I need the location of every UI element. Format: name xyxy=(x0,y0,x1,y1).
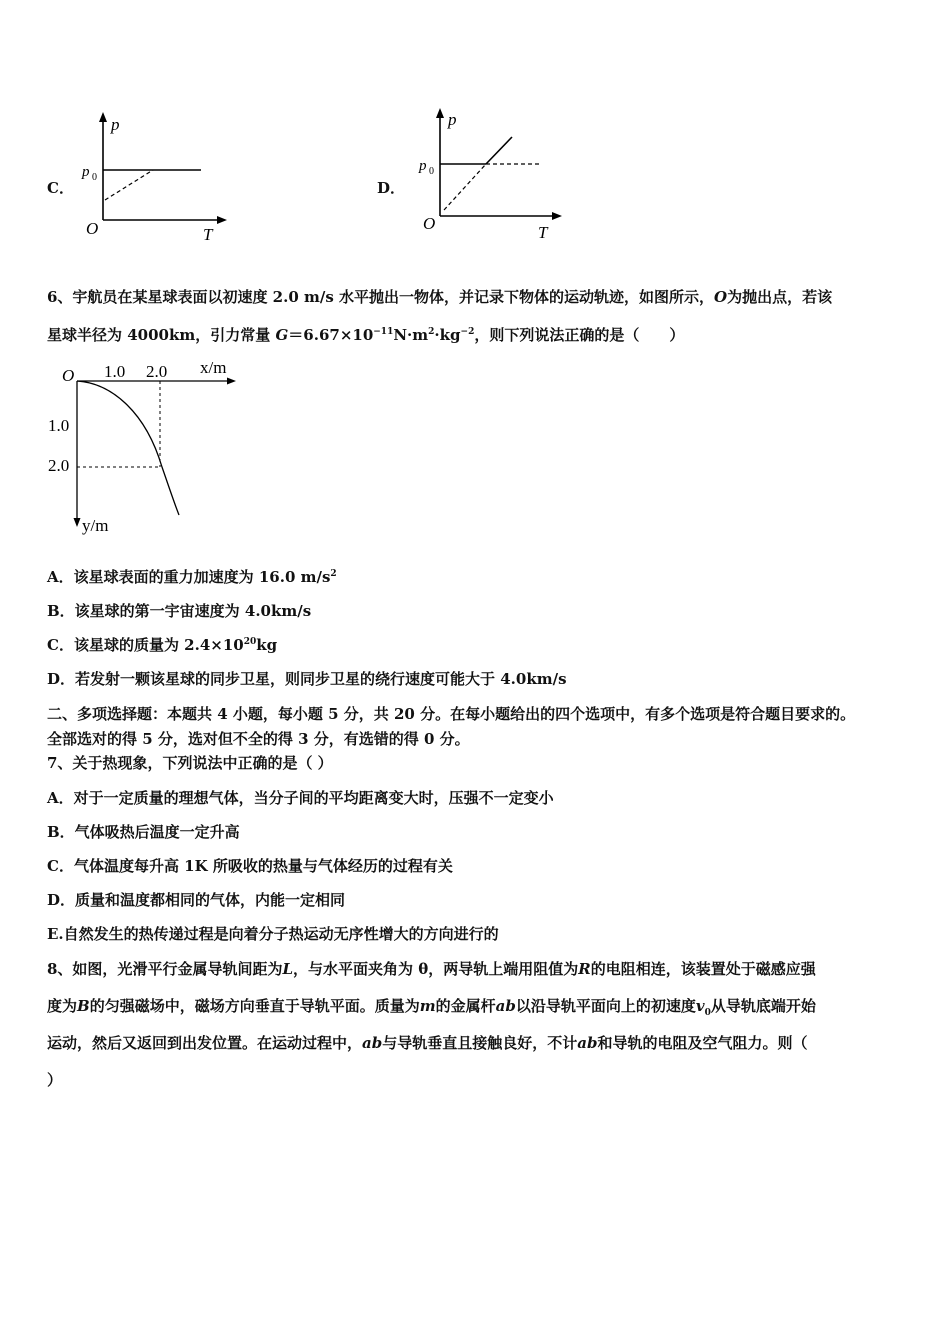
t-label: T xyxy=(538,223,548,242)
trajectory-figure xyxy=(40,355,250,540)
dashed-line xyxy=(444,164,486,210)
p-label: p xyxy=(111,115,120,134)
p-axis-arrow xyxy=(99,112,107,122)
y-tick-2: 2.0 xyxy=(48,456,70,475)
p0-label-main: p xyxy=(82,164,90,180)
y-axis-label: y/m xyxy=(82,516,109,535)
x-axis-arrow xyxy=(227,378,236,385)
q8-stem-line4: ） xyxy=(47,1071,63,1089)
q6-option-a: A．该星球表面的重力加速度为 16.0 $m/s^2$ xyxy=(47,568,337,586)
q7-stem: 7、关于热现象，下列说法中正确的是（ ） xyxy=(47,754,333,772)
q6-option-c: C．该星球的质量为 $2.4\times 10^{20}kg$ xyxy=(47,636,278,654)
q8-stem-line3: 运动，然后又返回到出发位置。在运动过程中，ab与导轨垂直且接触良好，不计ab和导轨的电阻及空气阻力。则（ xyxy=(47,1034,808,1052)
x-tick-2: 2.0 xyxy=(146,362,168,381)
option-d-graph xyxy=(412,103,572,243)
q6-stem-line2: 星球半径为 4000km，引力常量 $G=6.67\times 10^{-11}N\cdot m^2\cdot kg^{-2}$，则下列说法正确的是（ ） xyxy=(47,326,685,344)
q8-stem-line2: 度为B的匀强磁场中，磁场方向垂直于导轨平面。质量为m的金属杆ab以沿导轨平面向上的初速度$v_0$从导轨底端开始 xyxy=(47,997,816,1018)
t-axis-arrow xyxy=(552,212,562,220)
section2-header-line2: 全部选对的得 5 分，选对但不全的得 3 分，有选错的得 0 分。 xyxy=(47,730,470,748)
p0-label-main: p xyxy=(419,158,427,174)
p-axis-arrow xyxy=(436,108,444,118)
origin-label: O xyxy=(86,219,99,238)
section2-header-line1: 二、多项选择题：本题共 4 小题，每小题 5 分，共 20 分。在每小题给出的四个选项中，有多个选项是符合题目要求的。 xyxy=(47,705,856,723)
t-axis-arrow xyxy=(217,216,227,224)
origin-label: O xyxy=(62,366,75,385)
q6-stem-line1: 6、宇航员在某星球表面以初速度 2.0 m/s 水平抛出一物体，并记录下物体的运动轨迹，如图所示，O为抛出点，若该 xyxy=(47,288,833,306)
q6-option-b: B．该星球的第一宇宙速度为 4.0km/s xyxy=(47,602,312,620)
q6-option-d: D．若发射一颗该星球的同步卫星，则同步卫星的绕行速度可能大于 4.0km/s xyxy=(47,670,567,688)
trajectory-curve xyxy=(77,381,179,515)
q7-option-a: A．对于一定质量的理想气体，当分子间的平均距离变大时，压强不一定变小 xyxy=(47,789,554,807)
p0-label-sub: 0 xyxy=(429,166,434,177)
q7-option-c: C．气体温度每升高 1K 所吸收的热量与气体经历的过程有关 xyxy=(47,857,453,875)
rising-line xyxy=(486,137,512,164)
t-label: T xyxy=(203,225,213,243)
q7-option-e: E.自然发生的热传递过程是向着分子热运动无序性增大的方向进行的 xyxy=(47,925,499,943)
q8-stem-line1: 8、如图，光滑平行金属导轨间距为L，与水平面夹角为 θ，两导轨上端用阻值为R的电阻相连，该装置处于磁感应强 xyxy=(47,960,816,978)
q7-option-d: D．质量和温度都相同的气体，内能一定相同 xyxy=(47,891,346,909)
dashed-line xyxy=(105,170,153,200)
option-d-label: D． xyxy=(377,179,406,197)
option-c-graph xyxy=(75,108,235,243)
q7-option-b: B．气体吸热后温度一定升高 xyxy=(47,823,240,841)
y-tick-1: 1.0 xyxy=(48,416,70,435)
x-axis-label: x/m xyxy=(200,358,227,377)
x-tick-1: 1.0 xyxy=(104,362,126,381)
p0-label-sub: 0 xyxy=(92,172,97,183)
origin-label: O xyxy=(423,214,436,233)
y-axis-arrow xyxy=(74,518,81,527)
option-c-label: C． xyxy=(47,179,74,197)
p-label: p xyxy=(448,110,457,129)
